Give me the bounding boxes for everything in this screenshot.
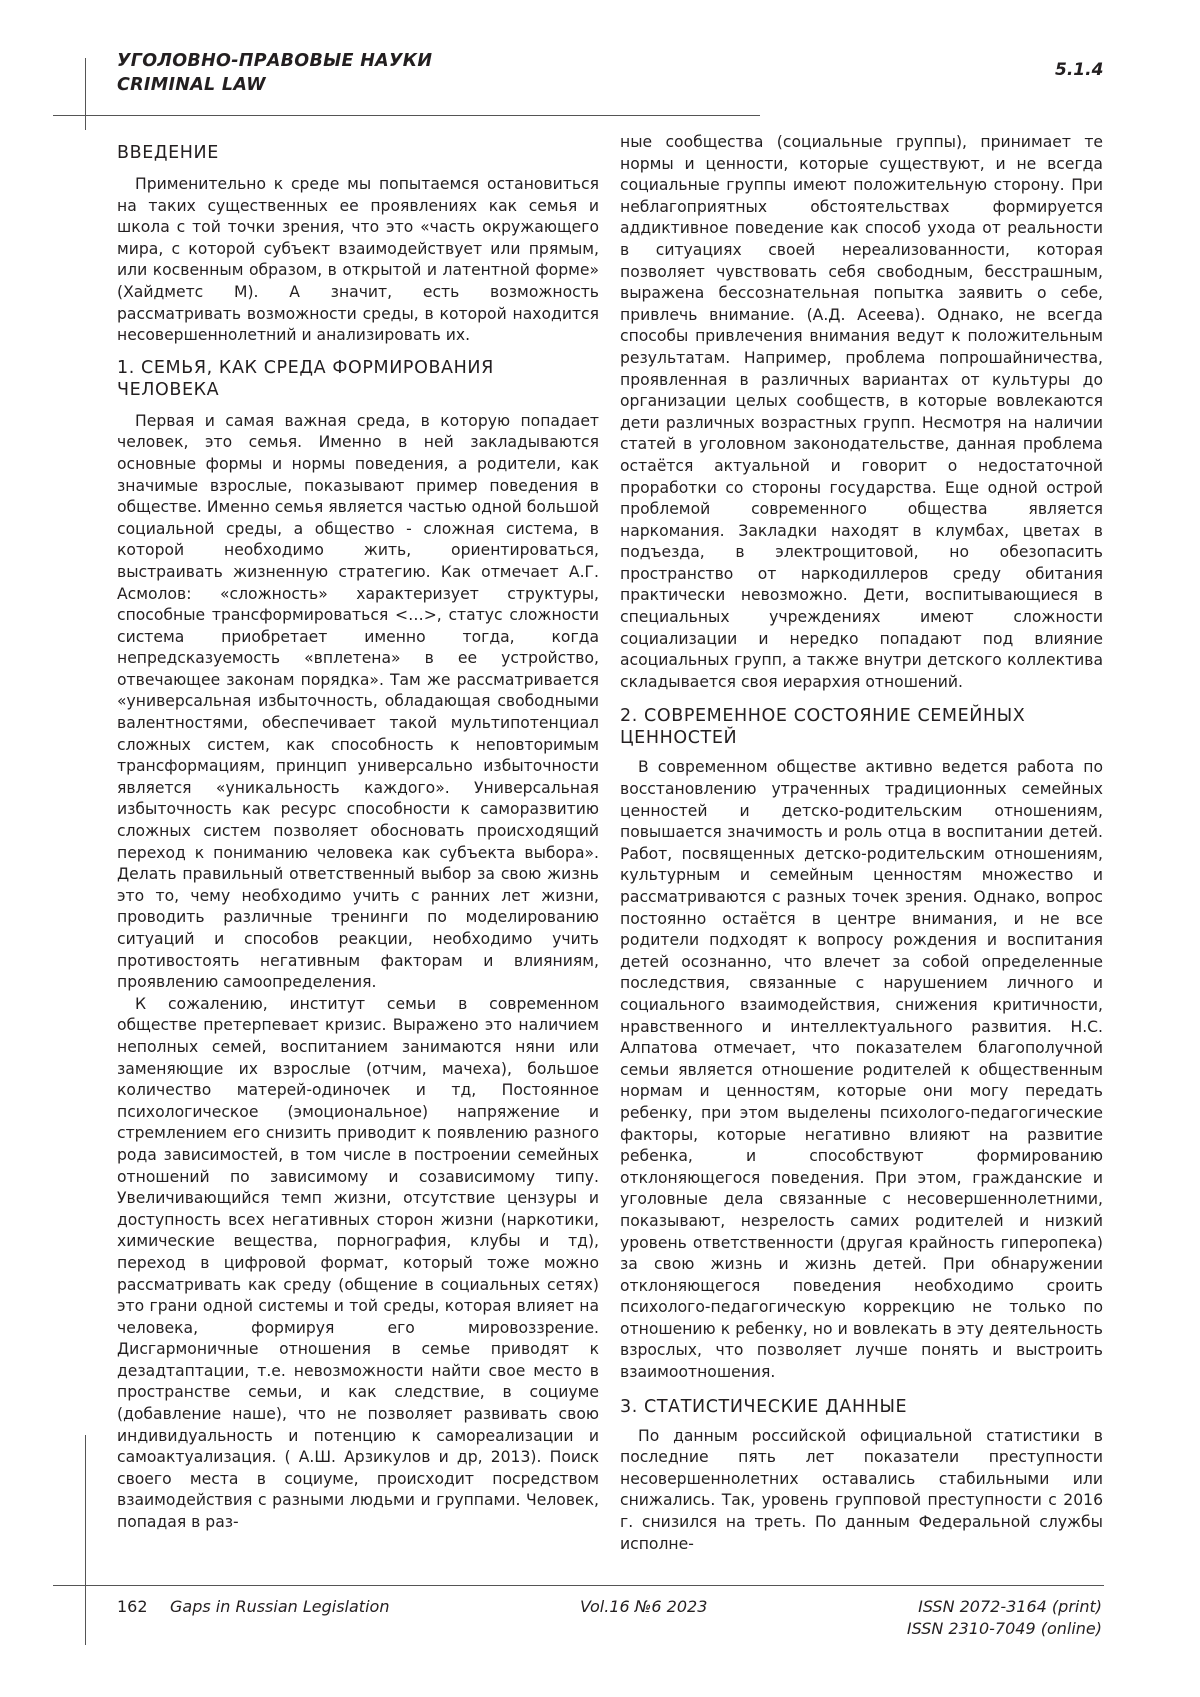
footer-vertical-rule — [85, 1435, 86, 1645]
section-title-ru: УГОЛОВНО-ПРАВОВЫЕ НАУКИ — [117, 51, 433, 71]
right-column — [620, 132, 1103, 1555]
issn-print: ISSN 2072-3164 (print) — [918, 1597, 1102, 1616]
volume-issue: Vol.16 №6 2023 — [580, 1597, 708, 1616]
issn-online: ISSN 2310-7049 (online) — [906, 1619, 1102, 1638]
paragraph-section-3: По данным российской официальной статистики в последние пять лет показатели преступности несовершеннолетних оставались стабильными или снижались. Так, уровень групповой преступности с 2016 г. снизился на треть. По данным Федеральной службы исполне- — [620, 1426, 1103, 1553]
paragraph-introduction: Применительно к среде мы попытаемся остановиться на таких существенных ее проявлениях как семья и школа с той точки зрения, что это «часть окружающего мира, с которой субъект взаимодействует или прямым, или косвенным образом, в открытой и латентной форме» (Хайдметс М). А значит, есть возможность рассматривать возможности среды, в которой находится несовершеннолетний и анализировать их. — [117, 175, 599, 345]
footer-horizontal-rule — [53, 1585, 1104, 1586]
heading-section-1: 1. СЕМЬЯ, КАК СРЕДА ФОРМИРОВАНИЯ ЧЕЛОВЕКА — [117, 357, 494, 400]
heading-section-3: 3. СТАТИСТИЧЕСКИЕ ДАННЫЕ — [620, 1396, 908, 1417]
paragraph-section-1-a: Первая и самая важная среда, в которую попадает человек, это семья. Именно в ней закладываются основные формы и нормы поведения, а родители, как значимые взрослые, показывают пример поведения в обществе. Именно семья является частью одной большой социальной среды, а общество - сложная система, в которой необходимо жить, ориентироваться, выстраивать жизненную стратегию. Как отмечает А.Г. Асмолов: «сложность» характеризует структуры, способные трансформироваться <…>, статус сложности система приобретает именно тогда, когда непредсказуемость «вплетена» в ее устройство, отвечающее законам порядка». Там же рассматривается «универсальная избыточность, обладающая свободными валентностями, обеспечивает такой мультипотенциал сложных систем, как способность к неповторимым трансформациям, принцип универсально избыточности является «уникальность каждого». Универсальная избыточность как ресурс способности к саморазвитию сложных систем позволяет обосновать происходящий переход к пониманию человека как субъекта выбора». Делать правильный ответственный выбор за свою жизнь это то, чему необходимо учить с ранних лет жизни, проводить различные тренинги по моделированию ситуаций и способов реакции, необходимо учить противостоять негативным факторам и влияниям, проявлению самоопределения. — [117, 411, 599, 992]
section-code: 5.1.4 — [1055, 60, 1104, 80]
running-header — [117, 49, 432, 97]
section-title-en: CRIMINAL LAW — [117, 75, 266, 95]
paragraph-section-1-b: К сожалению, институт семьи в современном обществе претерпевает кризис. Выражено это наличием неполных семей, воспитанием занимаются няни или заменяющие их взрослые (отчим, мачеха), большое количество матерей-одиночек и тд, Постоянное психологическое (эмоциональное) напряжение и стремлением его снизить приводит к появлению разного рода зависимостей, в том числе в построении семейных отношений по зависимому и созависимому типу. Увеличивающийся темп жизни, отсутствие цензуры и доступность всех негативных сторон жизни (наркотики, химические вещества, порнография, клубы и тд), переход в цифровой формат, который тоже можно рассматривать как среду (общение в социальных сетях) это грани одной системы и той среды, которая влияет на человека, формируя его мировоззрение. Дисгармоничные отношения в семье приводят к дезадтаптации, т.е. невозможности найти свое место в пространстве семьи, и как следствие, в социуме (добавление наше), что не позволяет развивать свою индивидуальность и потенцию к самореализации и самоактуализация. ( А.Ш. Арзикулов и др, 2013). Поиск своего места в социуме, происходит посредством взаимодействия с разными людьми и группами. Человек, попадая в раз- — [117, 994, 599, 1532]
paragraph-continued: ные сообщества (социальные группы), принимает те нормы и ценности, которые существуют, и не всегда социальные группы имеют положительную сторону. При неблагоприятных обстоятельствах формируется аддиктивное поведение как способ ухода от реальности в ситуациях своей нереализованности, которая позволяет чувствовать себя свободным, бесстрашным, выражена бессознательная попытка заявить о себе, привлечь внимание. (А.Д. Асеева). Однако, не всегда способы привлечения внимания ведут к положительным результатам. Например, проблема попрошайничества, проявленная в различных вариантах от культуры до организации целых сообществ, в которые вовлекаются дети различных возрастных групп. Несмотря на наличии статей в уголовном законодательстве, данная проблема остаётся актуальной и говорит о недостаточной проработки со стороны государства. Еще одной острой проблемой современного общества является наркомания. Закладки находят в клумбах, цветах в подъезда, в электрощитовой, но обезопасить пространство от наркодиллеров среду обитания практически невозможно. Дети, воспитывающиеся в специальных учреждениях имеют сложности социализации и нередко попадают под влияние асоциальных групп, а также внутри детского коллектива складывается своя иерархия отношений. — [620, 133, 1103, 691]
heading-introduction: ВВЕДЕНИЕ — [117, 143, 219, 163]
journal-title: Gaps in Russian Legislation — [170, 1597, 390, 1616]
heading-section-2: 2. СОВРЕМЕННОЕ СОСТОЯНИЕ СЕМЕЙНЫХ ЦЕННОСТЕЙ — [620, 706, 1026, 749]
left-column — [117, 136, 599, 1534]
header-horizontal-rule — [53, 115, 760, 116]
header-vertical-rule — [85, 58, 86, 130]
page-number: 162 — [117, 1597, 148, 1616]
paragraph-section-2: В современном обществе активно ведется работа по восстановлению утраченных традиционных семейных ценностей и детско-родительским отношениям, повышается значимость и роль отца в воспитании детей. Работ, посвященных детско-родительским отношениям, культурным и семейным ценностям множество и рассматриваются с разных точек зрения. Однако, вопрос постоянно остаётся в центре внимания, и не все родители подходят к вопросу рождения и воспитания детей осознанно, что влечет за собой определенные последствия, связанные с нарушением личного и социального взаимодействия, снижения критичности, нравственного и интеллектуального развития. Н.С. Алпатова отмечает, что показателем благополучной семьи является отношение родителей к общественным нормам и ценностям, которые они могу передать ребенку, при этом выделены психолого-педагогические факторы, которые негативно влияют на развитие ребенка, и способствуют формированию отклоняющегося поведения. При этом, гражданские и уголовные дела связанные с несовершеннолетними, показывают, незрелость самих родителей и низкий уровень ответственности (другая крайность гиперопека) за свою жизнь и жизнь детей. При обнаружении отклоняющегося поведения необходимо сроить психолого-педагогическую коррекцию не только по отношению к ребенку, но и вовлекать в эту деятельность взрослых, что позволяет лучше понять и выстроить взаимоотношения. — [620, 758, 1103, 1382]
